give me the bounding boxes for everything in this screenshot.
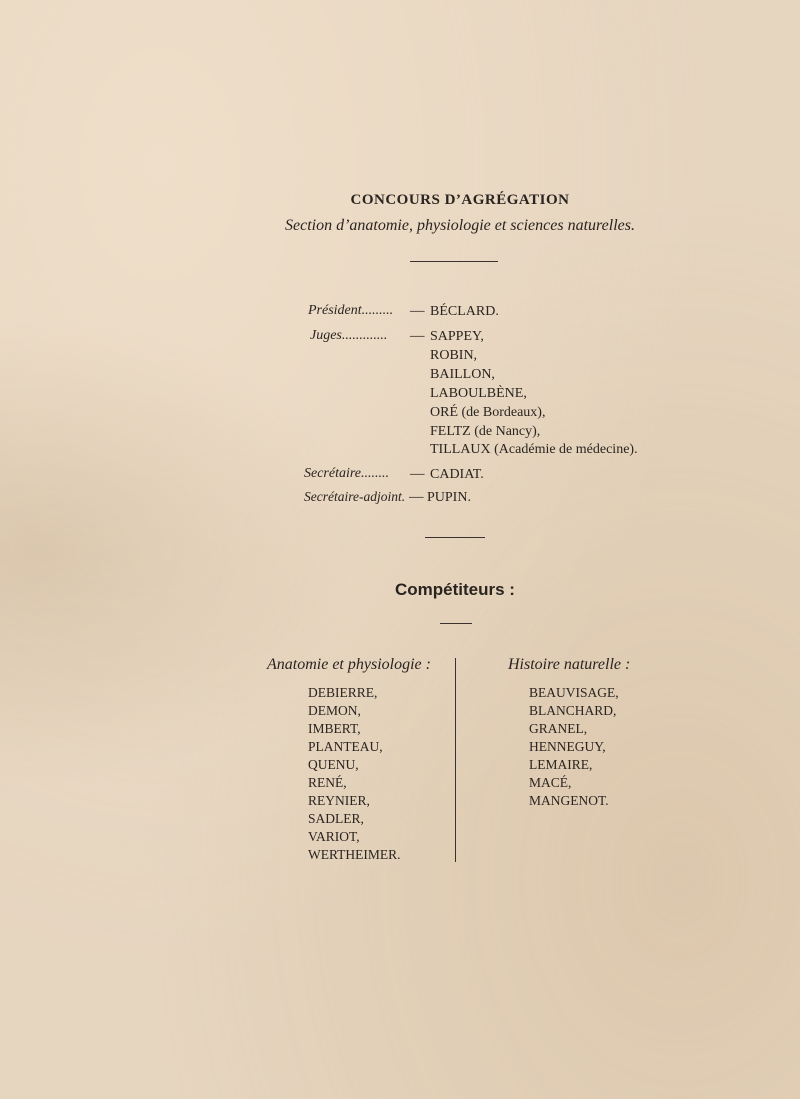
histoire-heading: Histoire naturelle : (508, 656, 631, 673)
juge-name: TILLAUX (Académie de médecine). (430, 442, 638, 457)
list-item: WERTHEIMER. (308, 847, 401, 862)
divider-rule (440, 623, 472, 624)
list-item: QUENU, (308, 757, 359, 772)
list-item: RENÉ, (308, 775, 347, 790)
list-item: IMBERT, (308, 721, 361, 736)
president-dash: — (410, 303, 425, 319)
list-item: PLANTEAU, (308, 739, 383, 754)
list-item: MANGENOT. (529, 793, 609, 808)
list-item: REYNIER, (308, 793, 370, 808)
list-item: GRANEL, (529, 721, 588, 736)
list-item: HENNEGUY, (529, 739, 606, 754)
column-divider (455, 658, 456, 862)
list-item: SADLER, (308, 811, 364, 826)
secretaire-name: CADIAT. (430, 467, 484, 482)
juge-name: FELTZ (de Nancy), (430, 424, 541, 439)
secretaire-adjoint-label: Secrétaire-adjoint. (304, 489, 406, 504)
president-label: Président......... (308, 303, 394, 318)
anatomie-heading: Anatomie et physiologie : (267, 656, 431, 673)
list-item: BLANCHARD, (529, 703, 617, 718)
document-subtitle: Section d’anatomie, physiologie et sciences naturelles. (285, 217, 635, 234)
secretaire-adjoint-dash: — (409, 489, 424, 505)
list-item: MACÉ, (529, 775, 572, 790)
list-item: BEAUVISAGE, (529, 685, 619, 700)
list-item: DEMON, (308, 703, 361, 718)
juges-label: Juges............. (310, 328, 388, 343)
secretaire-label: Secrétaire........ (304, 466, 390, 481)
juge-name: ORÉ (de Bordeaux), (430, 405, 546, 420)
juge-name: BAILLON, (430, 367, 495, 382)
juge-name: ROBIN, (430, 348, 478, 363)
document-title: CONCOURS D’AGRÉGATION (350, 192, 570, 208)
juges-dash: — (410, 328, 425, 344)
juge-name: LABOULBÈNE, (430, 386, 527, 401)
competiteurs-heading: Compétiteurs : (395, 580, 515, 599)
divider-rule (425, 537, 485, 538)
list-item: VARIOT, (308, 829, 360, 844)
divider-rule (410, 261, 498, 262)
list-item: LEMAIRE, (529, 757, 593, 772)
president-name: BÉCLARD. (430, 304, 499, 319)
secretaire-adjoint-name: PUPIN. (427, 490, 471, 505)
secretaire-dash: — (410, 466, 425, 482)
list-item: DEBIERRE, (308, 685, 378, 700)
juge-name: SAPPEY, (430, 329, 484, 344)
